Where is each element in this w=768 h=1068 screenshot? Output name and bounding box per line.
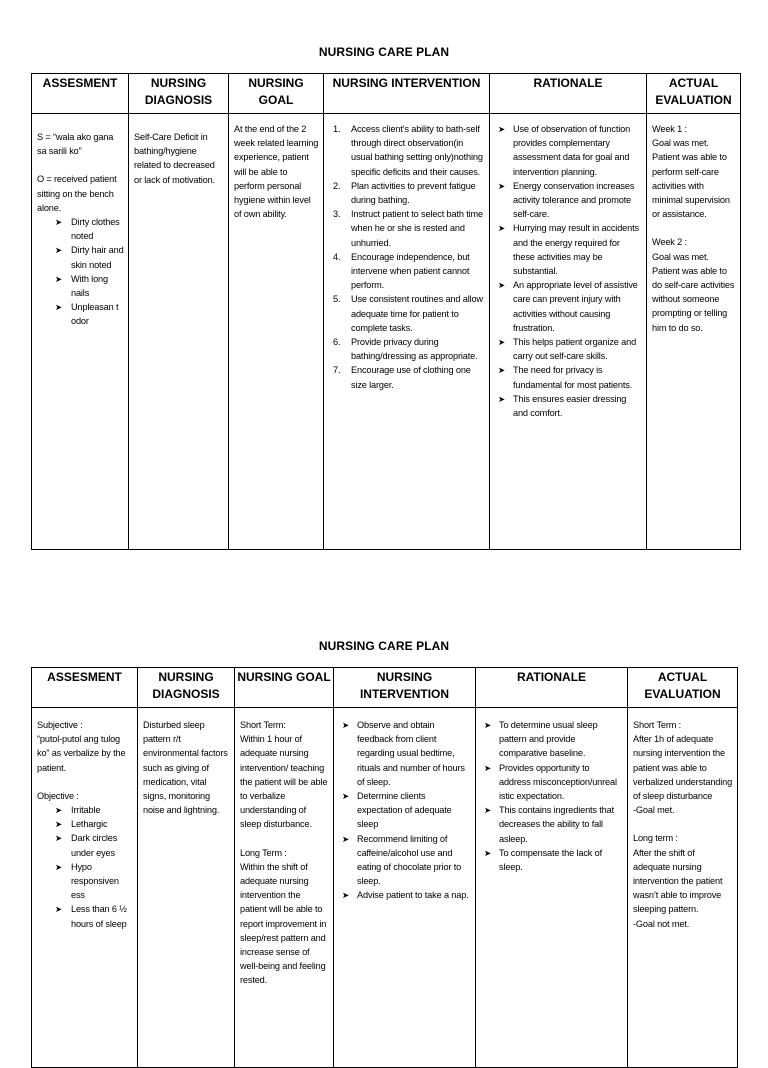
list-item: ➤ Less than 6 ½ hours of sleep bbox=[37, 902, 133, 930]
care-plan-table-2 bbox=[31, 667, 738, 1068]
list-item: ➤ Unpleasan t odor bbox=[37, 300, 124, 328]
short-term-goal-label: Short Term: bbox=[240, 720, 286, 730]
list-item: ➤ Hypo responsiven ess bbox=[37, 860, 133, 903]
list-item: ➤ This contains ingredients that decreases the ability to fall asleep. bbox=[481, 803, 623, 846]
header-assessment: ASSESMENT bbox=[32, 668, 138, 708]
header-goal: NURSING GOAL bbox=[235, 668, 334, 708]
header-row bbox=[32, 74, 741, 114]
intervention-list bbox=[339, 718, 471, 903]
findings-list bbox=[37, 215, 124, 329]
list-item: ➤ Lethargic bbox=[37, 817, 133, 831]
list-item: ➤ Use of observation of function provides complementary assessment data for goal and intervention planning. bbox=[495, 122, 642, 179]
intervention-cell bbox=[324, 114, 490, 550]
list-item: ➤ This helps patient organize and carry out self-care skills. bbox=[495, 335, 642, 363]
assessment-cell bbox=[32, 114, 129, 550]
long-term-eval-text: After the shift of adequate nursing intervention the patient wasn’t able to improve sleeping pattern. bbox=[633, 847, 723, 915]
list-item: Use consistent routines and allow adequate time for patient to complete tasks. bbox=[351, 294, 483, 333]
header-row bbox=[32, 668, 738, 708]
list-item: Instruct patient to select bath time when he or she is rested and unhurried. bbox=[351, 209, 483, 248]
short-term-eval-text: After 1h of adequate nursing intervention the patient was able to verbalized understanding of sleep disturbance bbox=[633, 734, 733, 802]
list-item: ➤ Determine clients expectation of adequate sleep bbox=[339, 789, 471, 832]
short-term-eval-result: -Goal met. bbox=[633, 805, 675, 816]
list-item: ➤ Recommend limiting of caffeine/alcohol use and eating of chocolate prior to sleep. bbox=[339, 832, 471, 889]
list-item: Encourage independence, but intervene when patient cannot perform. bbox=[351, 251, 470, 291]
rationale-cell bbox=[490, 114, 647, 550]
header-intervention: NURSING INTERVENTION bbox=[324, 74, 490, 114]
intervention-list bbox=[329, 122, 485, 392]
diagnosis-text: Self-Care Deficit in bathing/hygiene related to decreased or lack of motivation. bbox=[134, 132, 215, 185]
list-item: ➤ Irritable bbox=[37, 803, 133, 817]
list-item: ➤ Provides opportunity to address misconception/unreal istic expectation. bbox=[481, 761, 623, 804]
week1-text: Goal was met. Patient was able to perform self-care activities with minimal supervision or assistance. bbox=[652, 138, 730, 220]
list-item: ➤ Advise patient to take a nap. bbox=[339, 888, 471, 902]
list-item: Access client’s ability to bath-self through direct observation(in usual bathing setting only)nothing specific deficits and their causes. bbox=[351, 124, 483, 177]
header-diagnosis: NURSING DIAGNOSIS bbox=[129, 74, 229, 114]
subjective-label: Subjective : bbox=[37, 720, 83, 730]
list-item: ➤ An appropriate level of assistive care can prevent injury with activities without causing frustration. bbox=[495, 278, 642, 335]
diagnosis-text: Disturbed sleep pattern r/t environmental factors such as giving of medication, vital signs, monitoring noise and lightning. bbox=[143, 720, 228, 816]
list-item: Encourage use of clothing one size larger. bbox=[351, 365, 471, 390]
header-rationale: RATIONALE bbox=[476, 668, 628, 708]
rationale-cell bbox=[476, 708, 628, 1068]
long-term-goal-text: Within the shift of adequate nursing intervention the patient will be able to report improvement in sleep/rest pattern and increase sense of well-being and feeling rested. bbox=[240, 861, 327, 986]
objective-label: Objective : bbox=[37, 790, 79, 801]
list-item: ➤ Dark circles under eyes bbox=[37, 831, 133, 859]
body-row bbox=[32, 708, 738, 1068]
rationale-list bbox=[481, 718, 623, 874]
header-evaluation: ACTUAL EVALUATION bbox=[647, 74, 741, 114]
short-term-eval-label: Short Term : bbox=[633, 720, 682, 730]
findings-list bbox=[37, 803, 133, 931]
plan1-title: NURSING CARE PLAN bbox=[318, 45, 450, 59]
long-term-goal-label: Long Term : bbox=[240, 847, 287, 858]
week2-text: Goal was met. Patient was able to do self-care activities without someone prompting or telling him to do so. bbox=[652, 251, 735, 333]
diagnosis-cell bbox=[138, 708, 235, 1068]
subjective-data: “putol-putol ang tulog ko” as verbalize by the patient. bbox=[37, 734, 126, 773]
header-diagnosis: NURSING DIAGNOSIS bbox=[138, 668, 235, 708]
list-item: ➤ To compensate the lack of sleep. bbox=[481, 846, 623, 874]
header-goal: NURSING GOAL bbox=[229, 74, 324, 114]
list-item: ➤ Dirty hair and skin noted bbox=[37, 243, 124, 271]
intervention-cell bbox=[334, 708, 476, 1068]
header-evaluation: ACTUAL EVALUATION bbox=[628, 668, 738, 708]
list-item: ➤ Hurrying may result in accidents and the energy required for these activities may be substantial. bbox=[495, 221, 642, 278]
list-item: ➤ This ensures easier dressing and comfort. bbox=[495, 392, 642, 420]
week1-label: Week 1 : bbox=[652, 124, 687, 134]
evaluation-cell bbox=[647, 114, 741, 550]
list-item: ➤ Dirty clothes noted bbox=[37, 215, 124, 243]
assessment-cell bbox=[32, 708, 138, 1068]
header-intervention: NURSING INTERVENTION bbox=[334, 668, 476, 708]
list-item: Plan activities to prevent fatigue during bathing. bbox=[351, 180, 476, 206]
goal-cell bbox=[229, 114, 324, 550]
list-item: ➤ To determine usual sleep pattern and provide comparative baseline. bbox=[481, 718, 623, 761]
objective-data: O = received patient sitting on the bench alone. bbox=[37, 174, 117, 213]
list-item: ➤ With long nails bbox=[37, 272, 124, 300]
diagnosis-cell bbox=[129, 114, 229, 550]
header-rationale: RATIONALE bbox=[490, 74, 647, 114]
care-plan-table-1 bbox=[31, 73, 741, 550]
header-assessment: ASSESMENT bbox=[32, 74, 129, 114]
subjective-data: S = “wala ako gana sa sarili ko” bbox=[37, 132, 114, 157]
long-term-eval-label: Long term : bbox=[633, 833, 678, 844]
goal-cell bbox=[235, 708, 334, 1068]
goal-text: At the end of the 2 week related learning experience, patient will be able to perform personal hygiene within level of own ability. bbox=[234, 124, 319, 220]
list-item: ➤ Observe and obtain feedback from client regarding usual bedtime, rituals and number of hours of sleep. bbox=[339, 718, 471, 789]
list-item: ➤ Energy conservation increases activity tolerance and promote self-care. bbox=[495, 179, 642, 222]
list-item: ➤ The need for privacy is fundamental for most patients. bbox=[495, 363, 642, 391]
list-item: Provide privacy during bathing/dressing as appropriate. bbox=[351, 337, 478, 362]
body-row bbox=[32, 114, 741, 550]
week2-label: Week 2 : bbox=[652, 237, 687, 248]
long-term-eval-result: -Goal not met. bbox=[633, 918, 690, 929]
evaluation-cell bbox=[628, 708, 738, 1068]
plan2-title: NURSING CARE PLAN bbox=[318, 639, 450, 653]
short-term-goal-text: Within 1 hour of adequate nursing intervention/ teaching the patient will be able to verbalize understanding of sleep disturbance. bbox=[240, 734, 328, 830]
rationale-list bbox=[495, 122, 642, 420]
